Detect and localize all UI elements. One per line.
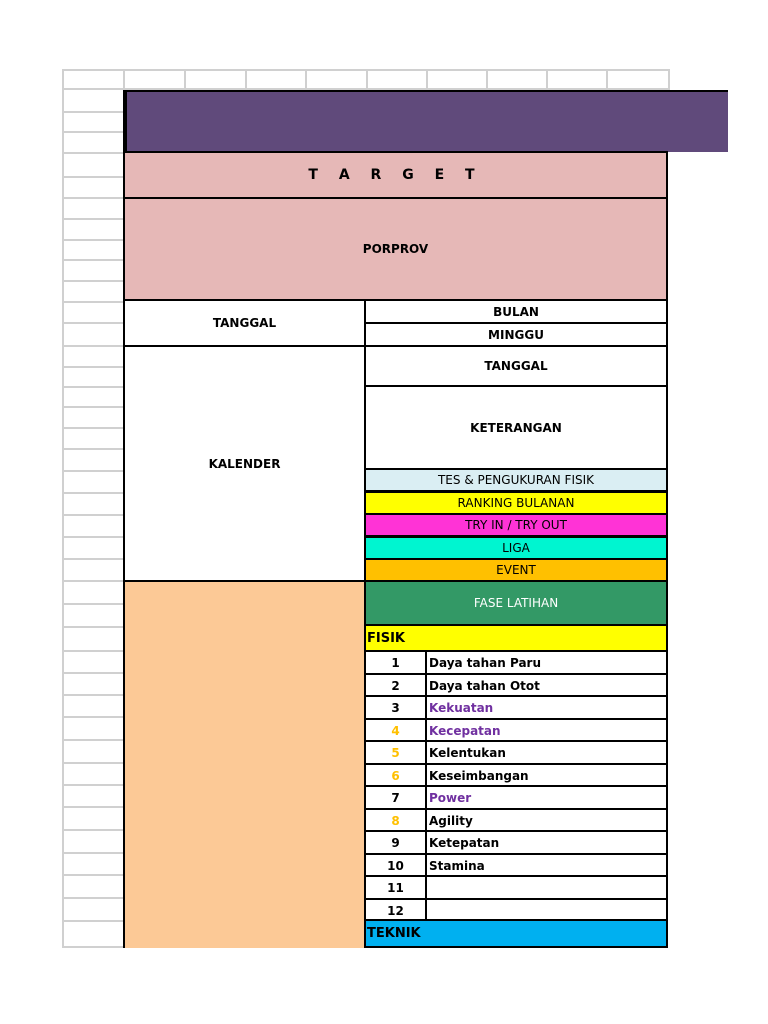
gridline bbox=[62, 239, 124, 241]
gridline bbox=[62, 322, 124, 324]
gridline bbox=[62, 280, 124, 282]
fisik-item-number[interactable]: 8 bbox=[364, 808, 427, 833]
fisik-item-name[interactable]: Agility bbox=[425, 808, 668, 833]
gridline bbox=[62, 716, 124, 718]
bulan-label[interactable]: BULAN bbox=[364, 299, 668, 324]
gridline bbox=[62, 514, 124, 516]
legend-item[interactable]: EVENT bbox=[364, 558, 668, 582]
gridline bbox=[62, 492, 124, 494]
fisik-item-name[interactable]: Ketepatan bbox=[425, 830, 668, 855]
fisik-item-name[interactable]: Keseimbangan bbox=[425, 763, 668, 788]
fisik-item-number[interactable]: 2 bbox=[364, 673, 427, 698]
legend-item[interactable]: RANKING BULANAN bbox=[364, 491, 668, 515]
gridline bbox=[62, 784, 124, 786]
gridline bbox=[62, 558, 124, 560]
gridline bbox=[62, 672, 124, 674]
gridline bbox=[606, 69, 608, 90]
gridline bbox=[62, 69, 670, 71]
fisik-item-number[interactable]: 9 bbox=[364, 830, 427, 855]
fisik-item-number[interactable]: 5 bbox=[364, 740, 427, 765]
gridline bbox=[62, 448, 124, 450]
gridline bbox=[62, 762, 124, 764]
gridline bbox=[62, 650, 124, 652]
gridline bbox=[62, 580, 124, 582]
gridline bbox=[123, 69, 125, 90]
fisik-item-name[interactable]: Daya tahan Paru bbox=[425, 650, 668, 675]
gridline bbox=[486, 69, 488, 90]
fisik-item-number[interactable]: 12 bbox=[364, 898, 427, 923]
gridline bbox=[62, 259, 124, 261]
gridline bbox=[62, 197, 124, 199]
legend-item[interactable]: LIGA bbox=[364, 536, 668, 560]
gridline bbox=[62, 345, 124, 347]
gridline bbox=[62, 131, 124, 133]
keterangan-label[interactable]: KETERANGAN bbox=[364, 385, 668, 470]
event-name-cell[interactable]: PORPROV bbox=[123, 197, 668, 301]
fisik-item-name[interactable]: Kekuatan bbox=[425, 695, 668, 720]
gridline bbox=[62, 603, 124, 605]
gridline bbox=[62, 626, 124, 628]
kalender-label[interactable]: KALENDER bbox=[123, 345, 366, 582]
fase-latihan-header[interactable]: FASE LATIHAN bbox=[364, 580, 668, 626]
fisik-item-number[interactable]: 10 bbox=[364, 853, 427, 878]
gridline bbox=[668, 69, 670, 90]
fisik-item-number[interactable]: 4 bbox=[364, 718, 427, 743]
gridline bbox=[62, 829, 124, 831]
legend-item[interactable]: TRY IN / TRY OUT bbox=[364, 513, 668, 537]
title-banner bbox=[125, 90, 728, 152]
fisik-section-header[interactable]: FISIK bbox=[364, 624, 668, 652]
gridline bbox=[184, 69, 186, 90]
gridline bbox=[305, 69, 307, 90]
tanggal-label[interactable]: TANGGAL bbox=[123, 299, 366, 347]
gridline bbox=[366, 69, 368, 90]
gridline bbox=[62, 301, 124, 303]
gridline bbox=[62, 874, 124, 876]
gridline bbox=[62, 406, 124, 408]
gridline bbox=[62, 69, 64, 948]
gridline bbox=[62, 806, 124, 808]
fisik-item-name[interactable]: Kecepatan bbox=[425, 718, 668, 743]
gridline bbox=[62, 470, 124, 472]
minggu-label[interactable]: MINGGU bbox=[364, 322, 668, 347]
fisik-item-name[interactable]: Stamina bbox=[425, 853, 668, 878]
gridline bbox=[426, 69, 428, 90]
gridline bbox=[62, 152, 124, 154]
gridline bbox=[62, 739, 124, 741]
fisik-item-name[interactable] bbox=[425, 875, 668, 900]
gridline bbox=[62, 946, 124, 948]
gridline bbox=[62, 897, 124, 899]
legend-item[interactable]: TES & PENGUKURAN FISIK bbox=[364, 468, 668, 492]
table-left-border bbox=[123, 90, 125, 947]
gridline bbox=[62, 427, 124, 429]
target-header[interactable]: T A R G E T bbox=[123, 151, 668, 199]
gridline bbox=[245, 69, 247, 90]
fisik-item-number[interactable]: 3 bbox=[364, 695, 427, 720]
fisik-item-number[interactable]: 7 bbox=[364, 785, 427, 810]
gridline bbox=[62, 852, 124, 854]
gridline bbox=[62, 218, 124, 220]
fisik-item-name[interactable]: Power bbox=[425, 785, 668, 810]
gridline bbox=[62, 694, 124, 696]
gridline bbox=[546, 69, 548, 90]
gridline bbox=[62, 366, 124, 368]
gridline bbox=[62, 176, 124, 178]
gridline bbox=[62, 111, 124, 113]
gridline bbox=[62, 536, 124, 538]
phase-detail-area[interactable] bbox=[123, 580, 366, 948]
fisik-item-number[interactable]: 1 bbox=[364, 650, 427, 675]
fisik-item-name[interactable]: Kelentukan bbox=[425, 740, 668, 765]
fisik-item-number[interactable]: 11 bbox=[364, 875, 427, 900]
gridline bbox=[62, 920, 124, 922]
gridline bbox=[62, 386, 124, 388]
fisik-item-name[interactable]: Daya tahan Otot bbox=[425, 673, 668, 698]
fisik-item-number[interactable]: 6 bbox=[364, 763, 427, 788]
teknik-section-header[interactable]: TEKNIK bbox=[364, 919, 668, 948]
tanggal-row-label[interactable]: TANGGAL bbox=[364, 345, 668, 387]
